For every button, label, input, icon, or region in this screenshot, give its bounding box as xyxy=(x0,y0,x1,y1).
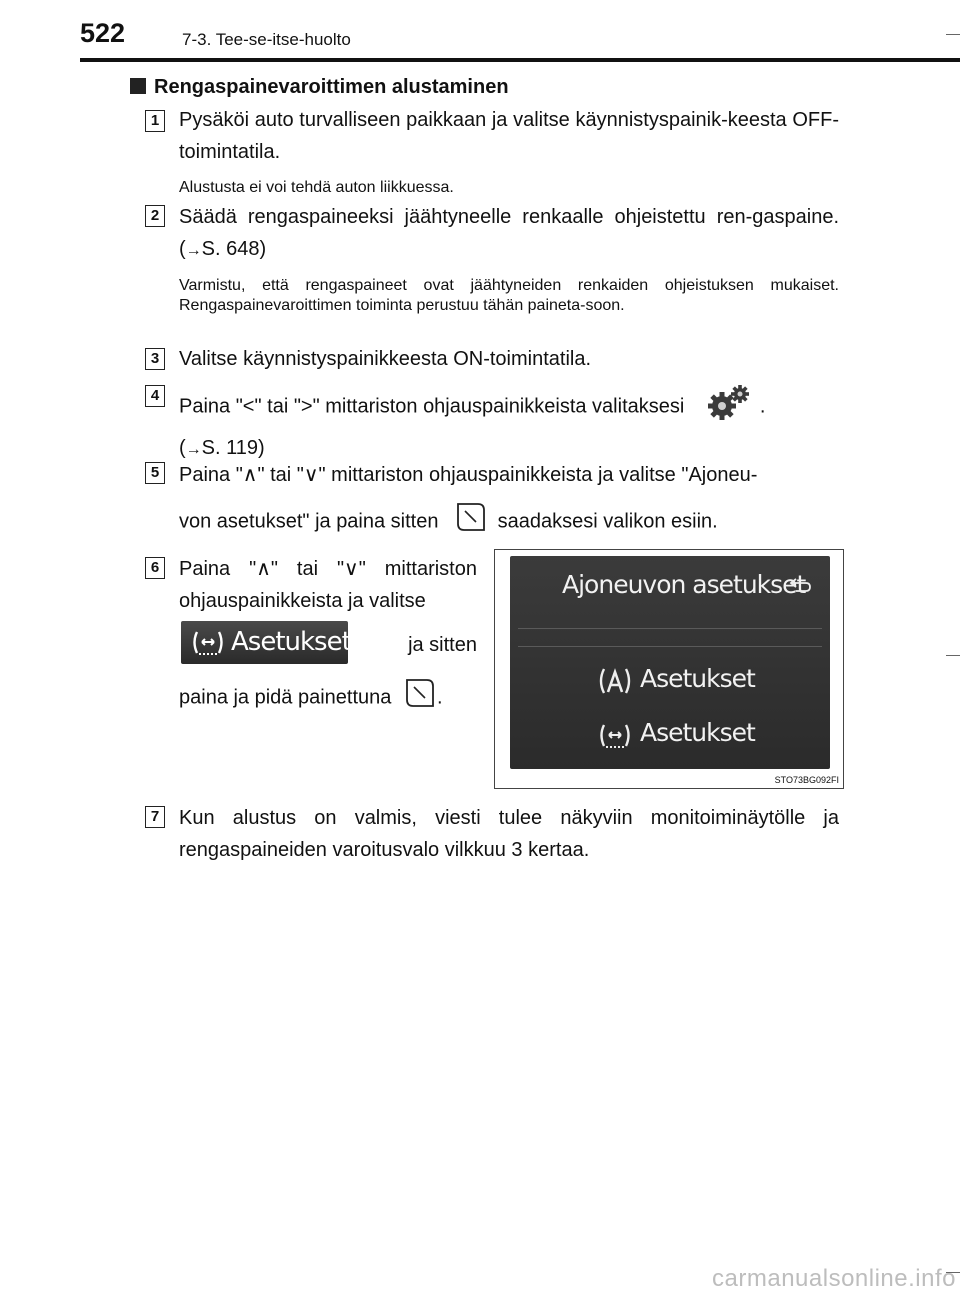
bullet-square-icon xyxy=(130,78,146,94)
page-reference[interactable]: S. 119 xyxy=(201,437,259,459)
step-number: 3 xyxy=(145,348,165,370)
step-number: 7 xyxy=(145,806,165,828)
display-figure xyxy=(494,549,844,789)
watermark: carmanualsonline.info xyxy=(712,1265,956,1292)
step-number: 4 xyxy=(145,385,165,407)
crop-mark xyxy=(946,655,960,656)
step-text: paina ja pidä painettuna . xyxy=(179,676,479,720)
figure-caption: STO73BG092FI xyxy=(774,775,839,785)
ref-arrow-icon: → xyxy=(185,441,202,458)
step-text: Pysäköi auto turvalliseen paikkaan ja valitse käynnistyspainik-keesta OFF-toimintatila. xyxy=(179,109,839,163)
tire-pressure-icon xyxy=(189,629,227,662)
settings-gear-icon xyxy=(704,382,754,432)
step-text: Valitse käynnistyspainikkeesta ON-toimintatila. xyxy=(179,348,592,370)
divider xyxy=(518,628,822,629)
step-text: Kun alustus on valmis, viesti tulee näkyviin monitoiminäytölle ja rengaspaineiden varoitusvalo vilkkuu 3 kertaa. xyxy=(179,807,839,861)
step-text: Säädä rengaspaineeksi jäähtyneelle renkaalle ohjeistettu ren-gaspaine. (→S. 648) xyxy=(179,206,839,260)
step-note: Varmistu, että rengaspaineet ovat jäähtyneiden renkaiden ohjeistuksen mukaiset. Rengaspainevaroittimen toiminta perustuu tähän paineta-soon. xyxy=(179,277,839,314)
back-arrow-icon xyxy=(788,578,812,599)
enter-button-icon xyxy=(452,500,488,544)
header-rule xyxy=(80,58,960,62)
tire-pressure-icon xyxy=(596,722,634,756)
screen-title: Ajoneuvon asetukset xyxy=(562,570,806,599)
tire-settings-badge xyxy=(181,621,351,664)
section-title: 7-3. Tee-se-itse-huolto xyxy=(182,30,351,49)
page-number: 522 xyxy=(80,18,126,48)
crop-mark xyxy=(946,34,960,35)
step-text: Paina "∧" tai "∨" mittariston ohjauspainikkeista ja valitse "Ajoneu- xyxy=(179,464,758,486)
step-text: ja sitten xyxy=(408,634,477,656)
step-text: Paina "∧" tai "∨" mittariston ohjauspainikkeista ja valitse xyxy=(179,558,477,612)
auto-tire-icon xyxy=(596,666,634,702)
step-note: Alustusta ei voi tehdä auton liikkuessa. xyxy=(179,179,454,196)
ref-arrow-icon: → xyxy=(185,242,202,259)
enter-button-icon xyxy=(401,676,437,720)
step-text: Paina "<" tai ">" mittariston ohjauspainikkeista valitaksesi . (→S. 119) xyxy=(179,382,839,466)
badge-label: Asetukset xyxy=(231,627,351,657)
multi-info-display: Ajoneuvon asetukset Asetukset Asetukset xyxy=(510,556,830,769)
step-number: 1 xyxy=(145,110,165,132)
step-number: 5 xyxy=(145,462,165,484)
page-reference[interactable]: S. 648 xyxy=(201,238,260,260)
step-number: 6 xyxy=(145,557,165,579)
step-number: 2 xyxy=(145,205,165,227)
divider xyxy=(518,646,822,647)
step-text: von asetukset" ja paina sitten saadaksesi valikon esiin. xyxy=(179,500,839,544)
section-heading: Rengaspainevaroittimen alustaminen xyxy=(130,76,509,99)
